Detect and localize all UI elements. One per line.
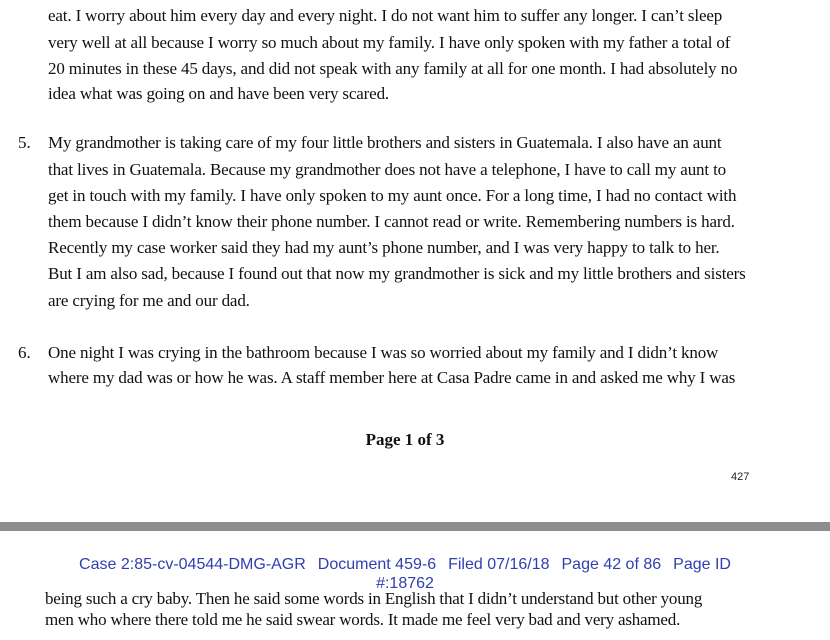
bottom-line-1: being such a cry baby. Then he said some words in English that I didn’t understand but other young bbox=[45, 589, 703, 608]
paragraph-5-line-1: My grandmother is taking care of my four little brothers and sisters in Guatemala. I also have an aunt bbox=[48, 133, 722, 152]
paragraph-4-line-1: eat. I worry about him every day and every night. I do not want him to suffer any longer. I can’t sleep bbox=[48, 6, 723, 25]
filed-date: Filed 07/16/18 bbox=[448, 556, 550, 573]
page-number-label: Page 1 of 3 bbox=[365, 430, 445, 449]
bates-number: 427 bbox=[731, 471, 750, 483]
paragraph-4-line-3: 20 minutes in these 45 days, and did not speak with any family at all for one month. I had absolutely no bbox=[48, 59, 738, 78]
paragraph-6-line-2: where my dad was or how he was. A staff member here at Casa Padre came in and asked me why I was bbox=[48, 368, 736, 387]
paragraph-5-line-5: Recently my case worker said they had my aunt’s phone number, and I was very happy to talk to her. bbox=[48, 238, 720, 257]
paragraph-4-line-2: very well at all because I worry so much about my family. I have only spoken with my father a total of bbox=[48, 33, 731, 52]
paragraph-5-line-7: are crying for me and our dad. bbox=[48, 291, 250, 310]
page-id-label: Page ID bbox=[673, 556, 731, 573]
paragraph-6-line-1: One night I was crying in the bathroom because I was so worried about my family and I didn’t know bbox=[48, 343, 719, 362]
case-header bbox=[0, 555, 810, 593]
paragraph-5-line-3: get in touch with my family. I have only spoken to my aunt once. For a long time, I had no contact with bbox=[48, 186, 737, 205]
page-count: Page 42 of 86 bbox=[561, 556, 662, 573]
bottom-line-2: men who where there told me he said swear words. It made me feel very bad and very ashamed. bbox=[45, 610, 681, 629]
paragraph-5-line-6: But I am also sad, because I found out that now my grandmother is sick and my little brothers and sisters bbox=[48, 264, 746, 283]
paragraph-5-number: 5. bbox=[18, 133, 31, 152]
paragraph-4-line-4: idea what was going on and have been very scared. bbox=[48, 84, 390, 103]
document-page-bottom bbox=[0, 531, 830, 640]
page-id-number: #:18762 bbox=[376, 575, 434, 592]
paragraph-6-number: 6. bbox=[18, 343, 31, 362]
paragraph-5-line-2: that lives in Guatemala. Because my grandmother does not have a telephone, I have to call my aunt to bbox=[48, 160, 726, 179]
case-number: Case 2:85-cv-04544-DMG-AGR bbox=[79, 556, 306, 573]
document-number: Document 459-6 bbox=[317, 556, 437, 573]
page-separator bbox=[0, 522, 830, 531]
paragraph-5-line-4: them because I didn’t know their phone number. I cannot read or write. Remembering numbers is hard. bbox=[48, 212, 735, 231]
